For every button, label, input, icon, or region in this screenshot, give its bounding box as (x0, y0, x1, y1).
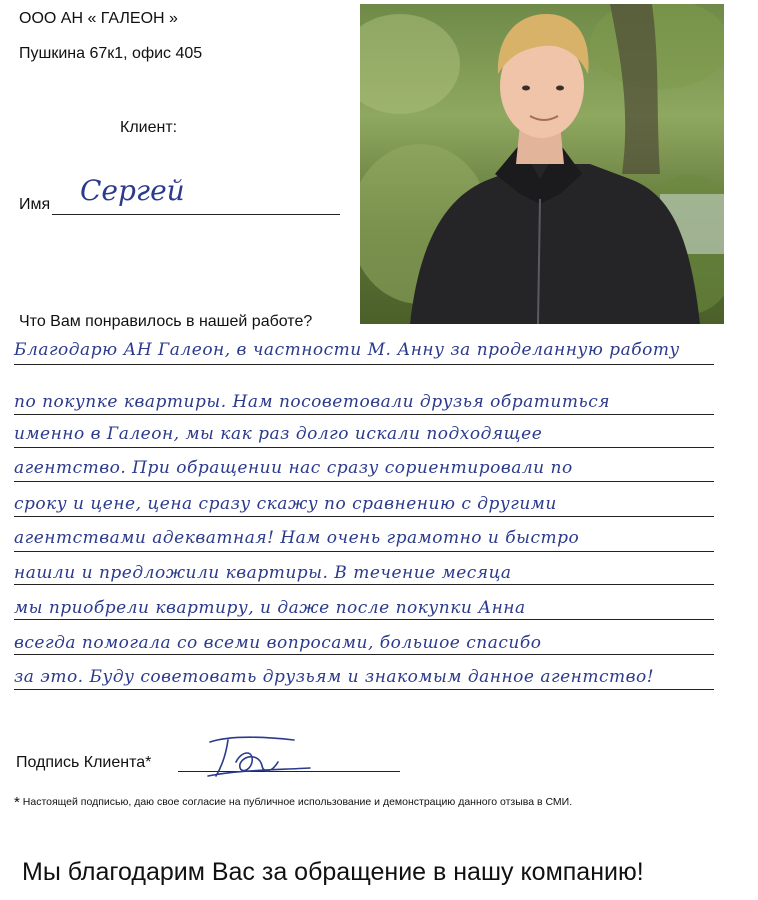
company-address: Пушкина 67к1, офис 405 (19, 45, 203, 62)
review-line: сроку и цене, цена сразу скажу по сравнению с другими (14, 494, 557, 514)
review-rule (14, 551, 714, 552)
thanks-message: Мы благодарим Вас за обращение в нашу компанию! (22, 858, 644, 886)
review-line: всегда помогала со всеми вопросами, большое спасибо (14, 633, 542, 653)
review-rule (14, 481, 714, 482)
review-line: по покупке квартиры. Нам посоветовали друзья обратиться (14, 392, 610, 412)
review-line: Благодарю АН Галеон, в частности М. Анну за проделанную работу (14, 340, 680, 360)
review-line: агентство. При обращении нас сразу сориентировали по (14, 458, 573, 478)
client-heading: Клиент: (120, 119, 178, 136)
signature-label: Подпись Клиента* (16, 754, 152, 771)
review-rule (14, 689, 714, 690)
client-portrait-icon (360, 4, 724, 324)
review-line: мы приобрели квартиру, и даже после покупки Анна (14, 598, 526, 618)
review-line: нашли и предложили квартиры. В течение месяца (14, 563, 512, 583)
review-line: агентствами адекватная! Нам очень грамотно и быстро (14, 528, 580, 548)
review-rule (14, 584, 714, 585)
name-handwritten-value: Сергей (80, 174, 185, 207)
name-label: Имя (19, 196, 51, 213)
client-photo (360, 4, 724, 324)
consent-footnote (14, 794, 572, 811)
handwritten-signature-icon (198, 732, 314, 782)
review-rule (14, 654, 714, 655)
review-rule (14, 516, 714, 517)
review-rule (14, 619, 714, 620)
review-question: Что Вам понравилось в нашей работе? (19, 313, 313, 330)
footnote-asterisk: * (14, 794, 20, 811)
review-line: именно в Галеон, мы как раз долго искали подходящее (14, 424, 543, 444)
name-underline (52, 214, 340, 215)
footnote-text: Настоящей подписью, даю свое согласие на публичное использование и демонстрацию данного отзыва в СМИ. (22, 796, 573, 808)
company-name: ООО АН « ГАЛЕОН » (19, 10, 178, 27)
review-rule (14, 364, 714, 365)
review-line: за это. Буду советовать друзьям и знакомым данное агентство! (14, 667, 655, 687)
review-rule (14, 447, 714, 448)
review-rule (14, 414, 714, 415)
